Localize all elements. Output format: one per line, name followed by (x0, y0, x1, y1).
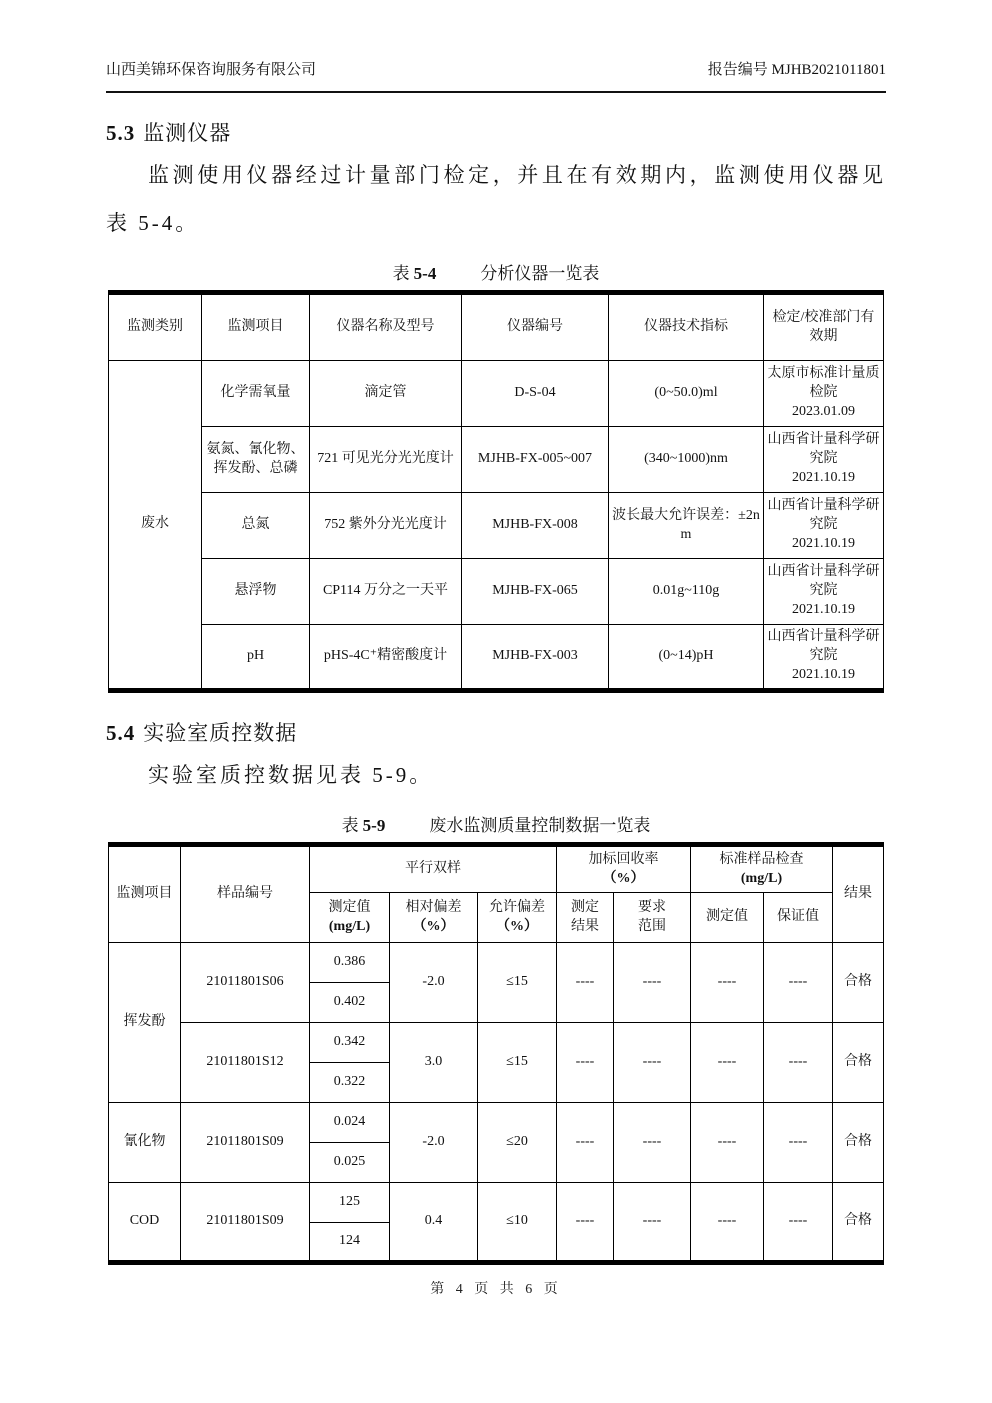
caption-text: 分析仪器一览表 (480, 264, 600, 283)
measured-value-cell: 0.322 (310, 1063, 390, 1103)
instrument-cell: 滴定管 (310, 361, 462, 427)
caption-number: 5-9 (362, 816, 386, 835)
page-number: 第 4 页 共 6 页 (430, 1282, 562, 1297)
table-5-9-caption (0, 811, 992, 836)
measured-value-cell: 0.025 (310, 1143, 390, 1183)
relative-deviation-cell: -2.0 (390, 1103, 478, 1183)
caption-label: 表 (341, 816, 359, 835)
col-header-instrument: 仪器名称及型号 (310, 293, 462, 361)
header-line: 要求 (638, 899, 666, 915)
allowed-deviation-cell: ≤15 (478, 943, 557, 1023)
relative-deviation-cell: 0.4 (390, 1183, 478, 1263)
measured-value-cell: 0.402 (310, 983, 390, 1023)
result-cell: 合格 (833, 1023, 884, 1103)
table-row (109, 559, 884, 625)
code-cell: MJHB-FX-005~007 (462, 427, 609, 493)
header-line: (mg/L) (740, 870, 783, 886)
valid-date: 2021.10.19 (792, 666, 855, 682)
item-cell: 总氮 (202, 493, 310, 559)
item-cell: 氨氮、氰化物、挥发酚、总磷 (202, 427, 310, 493)
spec-cell: (340~1000)nm (609, 427, 764, 493)
qc-row (109, 943, 884, 983)
instrument-cell: 752 紫外分光光度计 (310, 493, 462, 559)
std-measured-cell: ---- (691, 1103, 764, 1183)
category-cell: 废水 (109, 361, 202, 691)
col-header-category: 监测类别 (109, 293, 202, 361)
dept-name: 山西省计量科学研究院 (767, 498, 880, 533)
col-header-item: 监测项目 (202, 293, 310, 361)
sample-id-cell: 21011801S09 (181, 1183, 310, 1263)
table-5-4-caption (0, 259, 992, 284)
std-measured-cell: ---- (691, 1183, 764, 1263)
relative-deviation-cell: -2.0 (390, 943, 478, 1023)
company-name: 山西美锦环保咨询服务有限公司 (106, 62, 317, 78)
table-row (109, 427, 884, 493)
result-cell: 合格 (833, 1103, 884, 1183)
code-cell: D-S-04 (462, 361, 609, 427)
dept-cell (764, 361, 884, 427)
page-header (106, 0, 886, 93)
col-header-dept: 检定/校准部门有效期 (764, 293, 884, 361)
item-cell: 挥发酚 (109, 943, 181, 1103)
code-cell: MJHB-FX-003 (462, 625, 609, 691)
col-header-measured (310, 893, 390, 943)
dept-cell (764, 559, 884, 625)
col-header-relative-deviation: 相对偏差（%） (390, 893, 478, 943)
section-5-3-heading (106, 117, 886, 147)
col-header-spike-range (614, 893, 691, 943)
allowed-deviation-cell: ≤10 (478, 1183, 557, 1263)
instrument-cell: CP114 万分之一天平 (310, 559, 462, 625)
header-line: 结果 (571, 918, 599, 934)
spike-range-cell: ---- (614, 1023, 691, 1103)
qc-header-row-1 (109, 845, 884, 893)
table-header-row (109, 293, 884, 361)
table-row (109, 625, 884, 691)
col-header-spike-recovery (557, 845, 691, 893)
qc-row (109, 1103, 884, 1143)
valid-date: 2021.10.19 (792, 535, 855, 551)
spike-range-cell: ---- (614, 1183, 691, 1263)
item-cell: 氰化物 (109, 1103, 181, 1183)
report-number: 报告编号 MJHB2021011801 (707, 62, 886, 78)
instrument-cell: pHS-4C⁺精密酸度计 (310, 625, 462, 691)
spec-cell: 0.01g~110g (609, 559, 764, 625)
valid-date: 2023.01.09 (792, 403, 855, 419)
measured-value-cell: 124 (310, 1223, 390, 1263)
item-cell: 化学需氧量 (202, 361, 310, 427)
allowed-deviation-cell: ≤15 (478, 1023, 557, 1103)
code-cell: MJHB-FX-008 (462, 493, 609, 559)
qc-row (109, 1183, 884, 1223)
std-guaranteed-cell: ---- (764, 1183, 833, 1263)
header-line: 标准样品检查 (719, 851, 804, 867)
table-row (109, 493, 884, 559)
table-row (109, 361, 884, 427)
item-cell: 悬浮物 (202, 559, 310, 625)
spike-range-cell: ---- (614, 1103, 691, 1183)
qc-row (109, 1023, 884, 1063)
std-guaranteed-cell: ---- (764, 1103, 833, 1183)
sample-id-cell: 21011801S09 (181, 1103, 310, 1183)
section-5-4-heading (106, 717, 886, 747)
spike-result-cell: ---- (557, 943, 614, 1023)
std-guaranteed-cell: ---- (764, 1023, 833, 1103)
section-5-4-paragraph: 实验室质控数据见表 5-9。 (148, 763, 434, 787)
spike-range-cell: ---- (614, 943, 691, 1023)
col-header-item: 监测项目 (109, 845, 181, 943)
col-header-standard-check (691, 845, 833, 893)
section-title: 监测仪器 (143, 121, 232, 145)
item-cell: pH (202, 625, 310, 691)
std-measured-cell: ---- (691, 943, 764, 1023)
section-title: 实验室质控数据 (143, 721, 298, 745)
std-guaranteed-cell: ---- (764, 943, 833, 1023)
col-header-code: 仪器编号 (462, 293, 609, 361)
col-header-sample: 样品编号 (181, 845, 310, 943)
header-line: 范围 (638, 918, 666, 934)
section-number: 5.4 (106, 721, 136, 745)
measured-value-cell: 0.342 (310, 1023, 390, 1063)
spike-result-cell: ---- (557, 1023, 614, 1103)
section-5-3-paragraph: 监测使用仪器经过计量部门检定，并且在有效期内，监测使用仪器见表 5-4。 (106, 163, 886, 235)
spec-cell: (0~50.0)ml (609, 361, 764, 427)
header-line: (mg/L) (328, 918, 371, 934)
col-header-std-guaranteed: 保证值 (764, 893, 833, 943)
result-cell: 合格 (833, 943, 884, 1023)
sample-id-cell: 21011801S06 (181, 943, 310, 1023)
spike-result-cell: ---- (557, 1183, 614, 1263)
spec-cell: (0~14)pH (609, 625, 764, 691)
header-line: 测定值 (328, 899, 371, 915)
sample-id-cell: 21011801S12 (181, 1023, 310, 1103)
col-header-parallel: 平行双样 (310, 845, 557, 893)
valid-date: 2021.10.19 (792, 601, 855, 617)
allowed-deviation-cell: ≤20 (478, 1103, 557, 1183)
col-header-spike-result (557, 893, 614, 943)
caption-text: 废水监测质量控制数据一览表 (429, 816, 651, 835)
col-header-spec: 仪器技术指标 (609, 293, 764, 361)
col-header-std-measured: 测定值 (691, 893, 764, 943)
result-cell: 合格 (833, 1183, 884, 1263)
measured-value-cell: 0.386 (310, 943, 390, 983)
measured-value-cell: 125 (310, 1183, 390, 1223)
header-line: 测定 (571, 899, 599, 915)
dept-cell (764, 625, 884, 691)
dept-name: 山西省计量科学研究院 (767, 629, 880, 664)
dept-cell (764, 427, 884, 493)
header-line: 加标回收率 (588, 851, 659, 867)
qc-data-table (108, 842, 884, 1265)
col-header-result: 结果 (833, 845, 884, 943)
caption-label: 表 (392, 264, 410, 283)
dept-name: 太原市标准计量质检院 (767, 366, 880, 401)
dept-name: 山西省计量科学研究院 (767, 432, 880, 467)
relative-deviation-cell: 3.0 (390, 1023, 478, 1103)
col-header-allowed-deviation: 允许偏差（%） (478, 893, 557, 943)
measured-value-cell: 0.024 (310, 1103, 390, 1143)
item-cell: COD (109, 1183, 181, 1263)
instrument-cell: 721 可见光分光光度计 (310, 427, 462, 493)
dept-cell (764, 493, 884, 559)
section-number: 5.3 (106, 121, 136, 145)
header-line: （%） (602, 870, 645, 886)
std-measured-cell: ---- (691, 1023, 764, 1103)
code-cell: MJHB-FX-065 (462, 559, 609, 625)
spike-result-cell: ---- (557, 1103, 614, 1183)
dept-name: 山西省计量科学研究院 (767, 564, 880, 599)
instrument-table (108, 290, 884, 693)
caption-number: 5-4 (413, 264, 437, 283)
valid-date: 2021.10.19 (792, 469, 855, 485)
spec-cell: 波长最大允许误差：±2nm (609, 493, 764, 559)
